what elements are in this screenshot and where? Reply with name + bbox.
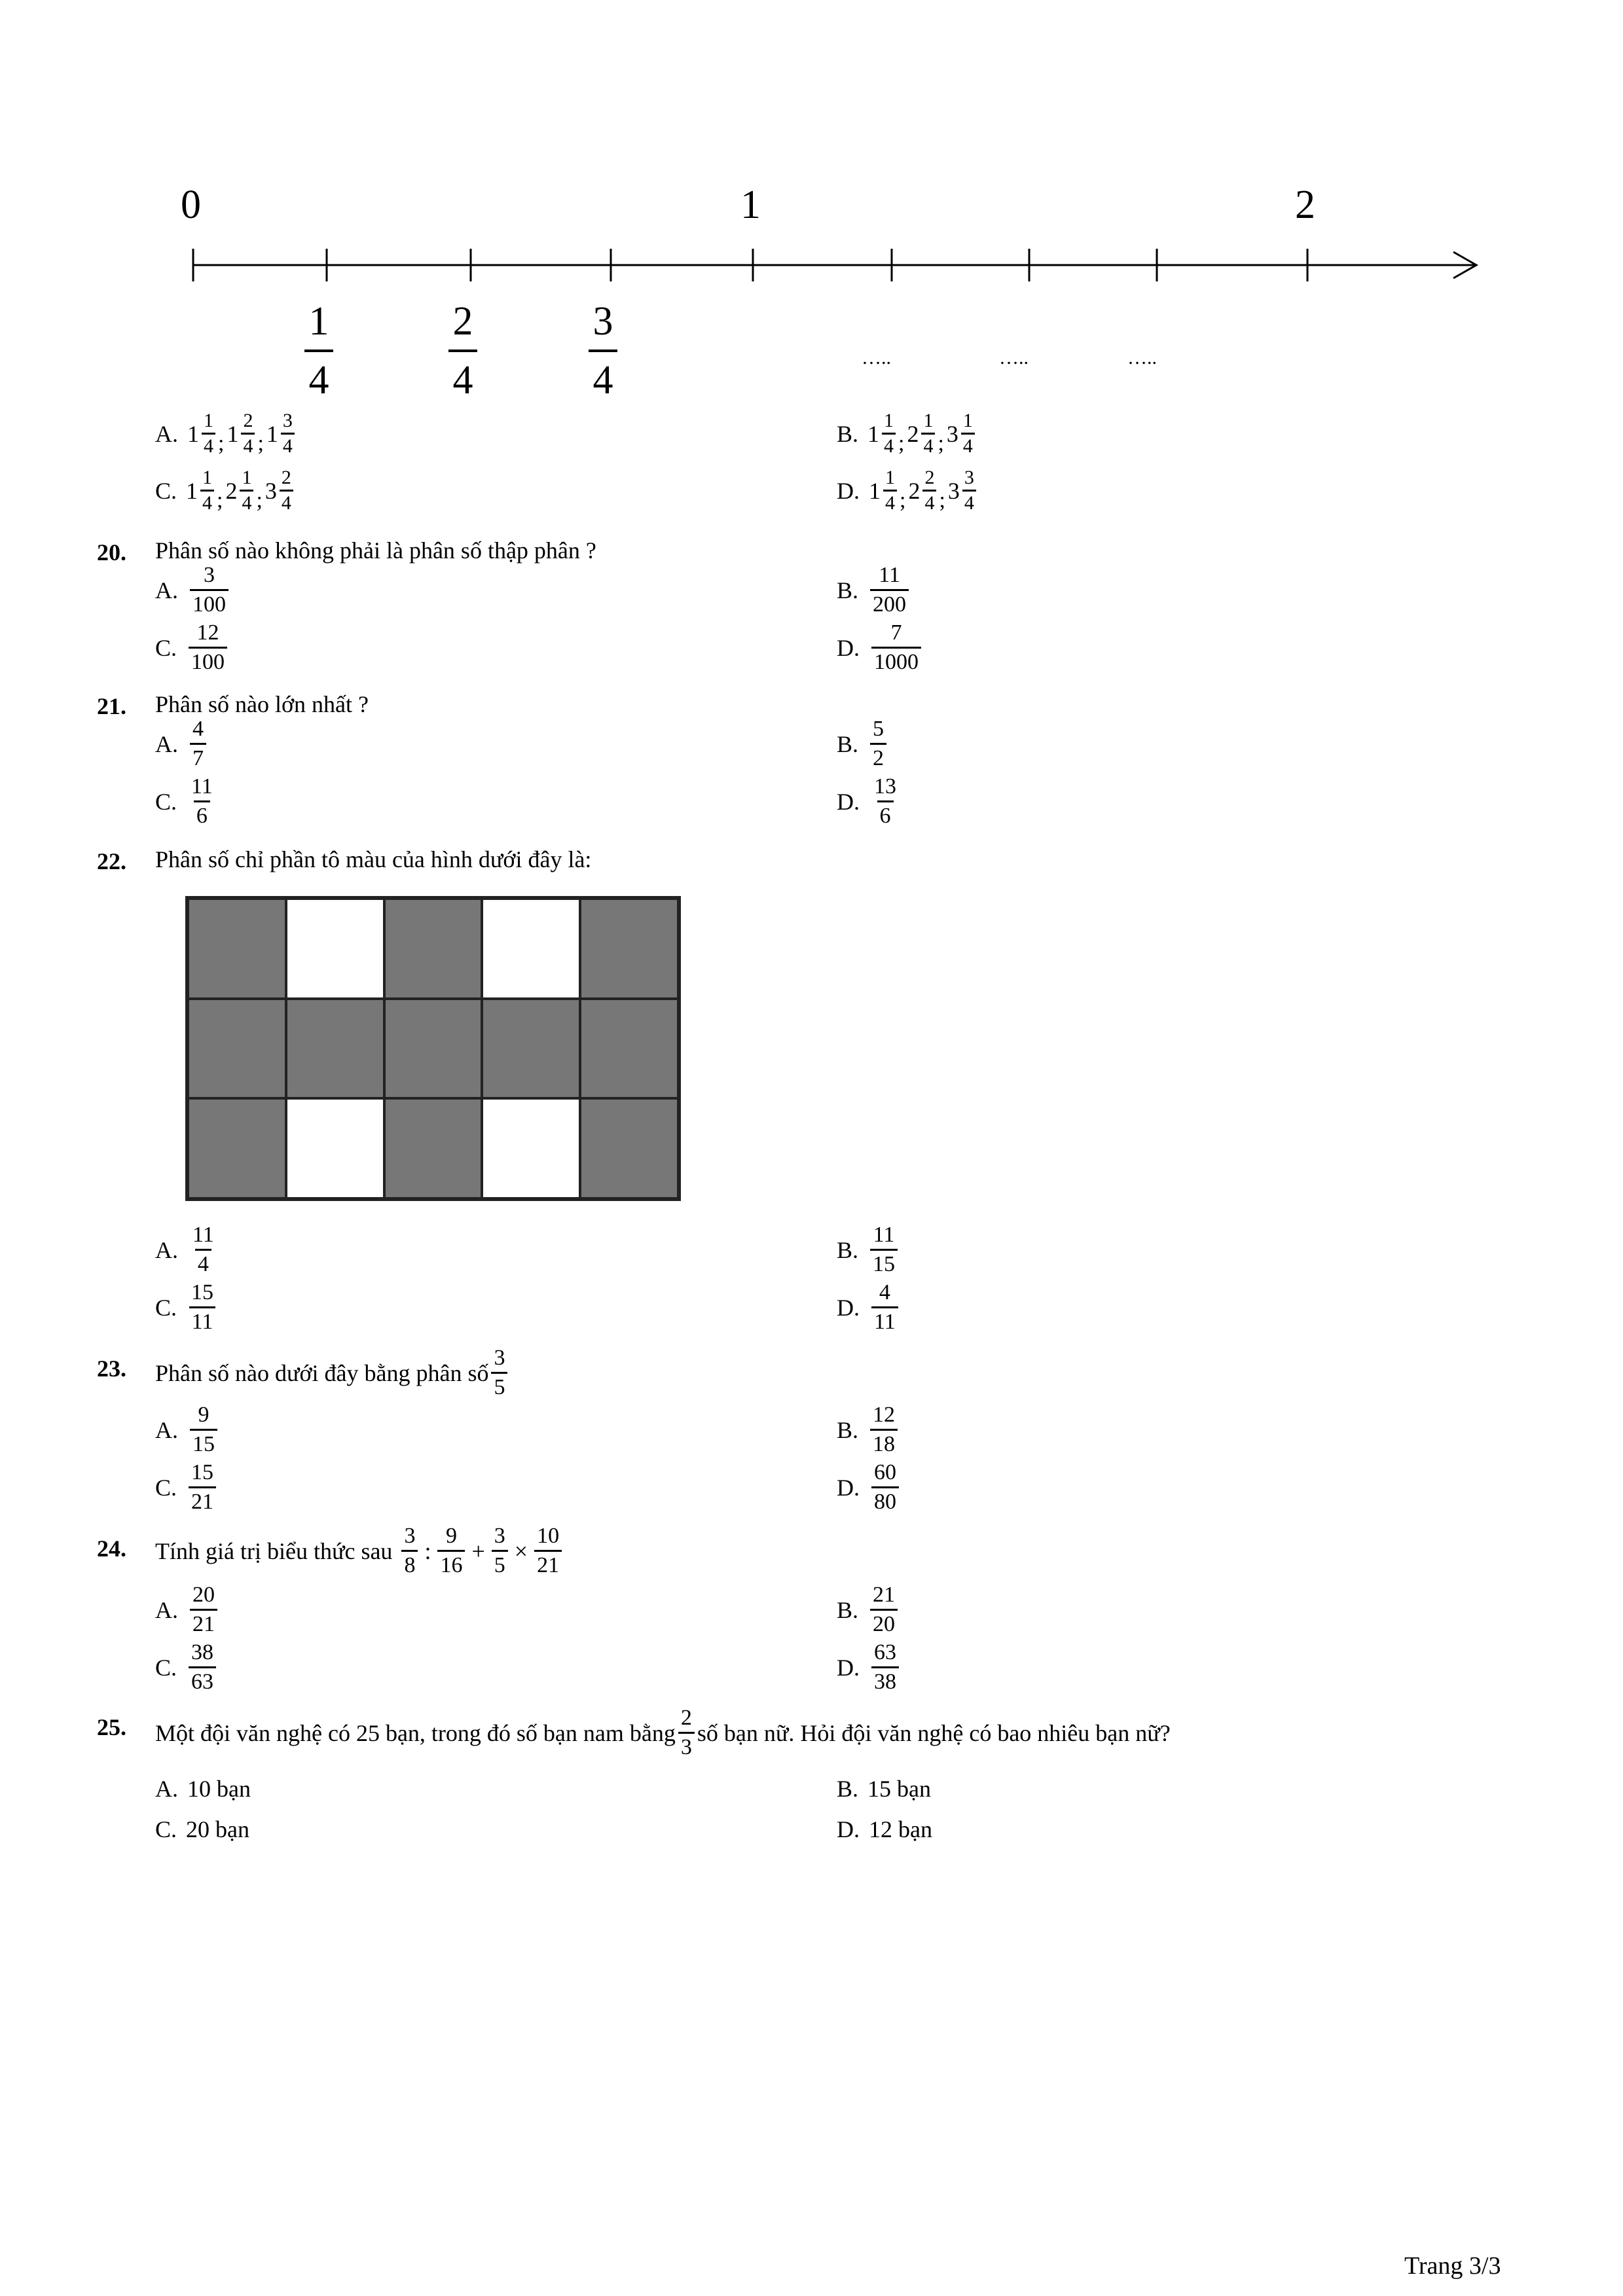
blank-cell (482, 1098, 580, 1198)
q21-option-c[interactable]: C. $\frac{11}{6}$ (155, 774, 213, 828)
shaded-cell (188, 1098, 286, 1198)
shaded-cell (384, 899, 483, 999)
question-number: 22. (97, 848, 126, 874)
shaded-cell (580, 899, 678, 999)
q20-option-a[interactable]: A. $\frac{3}{100}$ (155, 564, 231, 616)
question-number: 20. (97, 539, 126, 565)
q21-option-d[interactable]: D. $\frac{13}{6}$ (837, 774, 896, 828)
blank-cell (286, 899, 384, 999)
shaded-cell (580, 1098, 678, 1198)
q23-option-b[interactable]: B. $\frac{12}{18}$ (837, 1404, 900, 1456)
q25-option-a[interactable]: A. 10 bạn (155, 1776, 251, 1802)
question-number: 23. (97, 1355, 126, 1382)
question-number: 25. (97, 1714, 126, 1740)
q25-option-d[interactable]: D. 12 bạn (837, 1816, 932, 1842)
question-number: 24. (97, 1535, 126, 1562)
number-line (0, 0, 1623, 419)
number-line-label-0: 0 (181, 183, 201, 227)
q22-option-b[interactable]: B. $\frac{11}{15}$ (837, 1224, 900, 1276)
q25-option-b[interactable]: B. 15 bạn (837, 1776, 931, 1802)
q19-option-d[interactable]: D. 1 1 4 ; 2 2 4 ; 3 3 4 (837, 468, 977, 513)
number-line-blank: ….. (1127, 347, 1157, 368)
shaded-cell (188, 899, 286, 999)
number-line-blank: ….. (862, 347, 891, 368)
shaded-cell (286, 999, 384, 1099)
q24-option-b[interactable]: B. $\frac{21}{20}$ (837, 1584, 900, 1636)
q20-option-b[interactable]: B. $\frac{11}{200}$ (837, 564, 911, 616)
q23-option-a[interactable]: A. $\frac{9}{15}$ (155, 1404, 220, 1456)
q23-option-c[interactable]: C. $\frac{15}{21}$ (155, 1462, 219, 1513)
question-text: Phân số nào không phải là phân số thập phân ? (155, 537, 596, 564)
q22-option-d[interactable]: D. $\frac{4}{11}$ (837, 1282, 901, 1333)
question-number: 21. (97, 693, 126, 719)
blank-cell (286, 1098, 384, 1198)
question-text: Một đội văn nghệ có 25 bạn, trong đó số bạn nam bằng $\frac{2}{3}$ số bạn nữ. Hỏi đội văn nghệ có bao nhiêu bạn nữ? (155, 1706, 1171, 1759)
q19-option-b[interactable]: B. 1 1 4 ; 2 1 4 ; 3 1 4 (837, 411, 976, 456)
number-line-blank: ….. (999, 347, 1029, 368)
question-text: Phân số nào dưới đây bằng phân số $\frac{3}{5}$ (155, 1347, 510, 1399)
number-line-label-1: 1 (740, 183, 761, 227)
q22-option-c[interactable]: C. $\frac{15}{11}$ (155, 1282, 219, 1333)
q20-option-c[interactable]: C. $\frac{12}{100}$ (155, 622, 230, 673)
number-line-fraction: $\frac{3}{4}$ (589, 301, 617, 401)
shaded-cell (188, 999, 286, 1099)
q24-option-a[interactable]: A. $\frac{20}{21}$ (155, 1584, 220, 1636)
question-text: Phân số chỉ phần tô màu của hình dưới đây là: (155, 846, 592, 872)
q19-option-c[interactable]: C. 1 1 4 ; 2 1 4 ; 3 2 4 (155, 468, 295, 513)
q21-option-a[interactable]: A. $\frac{4}{7}$ (155, 718, 209, 770)
question-text: Phân số nào lớn nhất ? (155, 691, 369, 717)
number-line-label-2: 2 (1295, 183, 1315, 227)
q24-option-c[interactable]: C. $\frac{38}{63}$ (155, 1641, 219, 1693)
question-text: Tính giá trị biểu thức sau $\frac{3}{8}$ : $\frac{9}{16}$ + $\frac{3}{5}$ × $\frac{10}{21}$ (155, 1525, 564, 1577)
question-fraction: $\frac{3}{5}$ (491, 1347, 507, 1399)
page-number: Trang 3/3 (1404, 2252, 1501, 2280)
number-line-fraction: $\frac{2}{4}$ (448, 301, 477, 401)
question-fraction: $\frac{2}{3}$ (678, 1707, 695, 1759)
q21-option-b[interactable]: B. $\frac{5}{2}$ (837, 718, 889, 770)
q19-option-a[interactable]: A. 1 1 4 ; 1 2 4 ; 1 3 4 (155, 411, 296, 456)
shaded-grid-figure (185, 896, 681, 1201)
q22-option-a[interactable]: A. $\frac{11}{4}$ (155, 1223, 214, 1276)
q20-option-d[interactable]: D. $\frac{7}{1000}$ (837, 622, 924, 673)
shaded-cell (384, 1098, 483, 1198)
shaded-cell (384, 999, 483, 1099)
q24-option-d[interactable]: D. $\frac{63}{38}$ (837, 1641, 902, 1693)
blank-cell (482, 899, 580, 999)
shaded-cell (580, 999, 678, 1099)
q23-option-d[interactable]: D. $\frac{60}{80}$ (837, 1462, 902, 1513)
number-line-fraction: $\frac{1}{4}$ (304, 301, 333, 401)
q25-option-c[interactable]: C. 20 bạn (155, 1816, 249, 1842)
shaded-cell (482, 999, 580, 1099)
